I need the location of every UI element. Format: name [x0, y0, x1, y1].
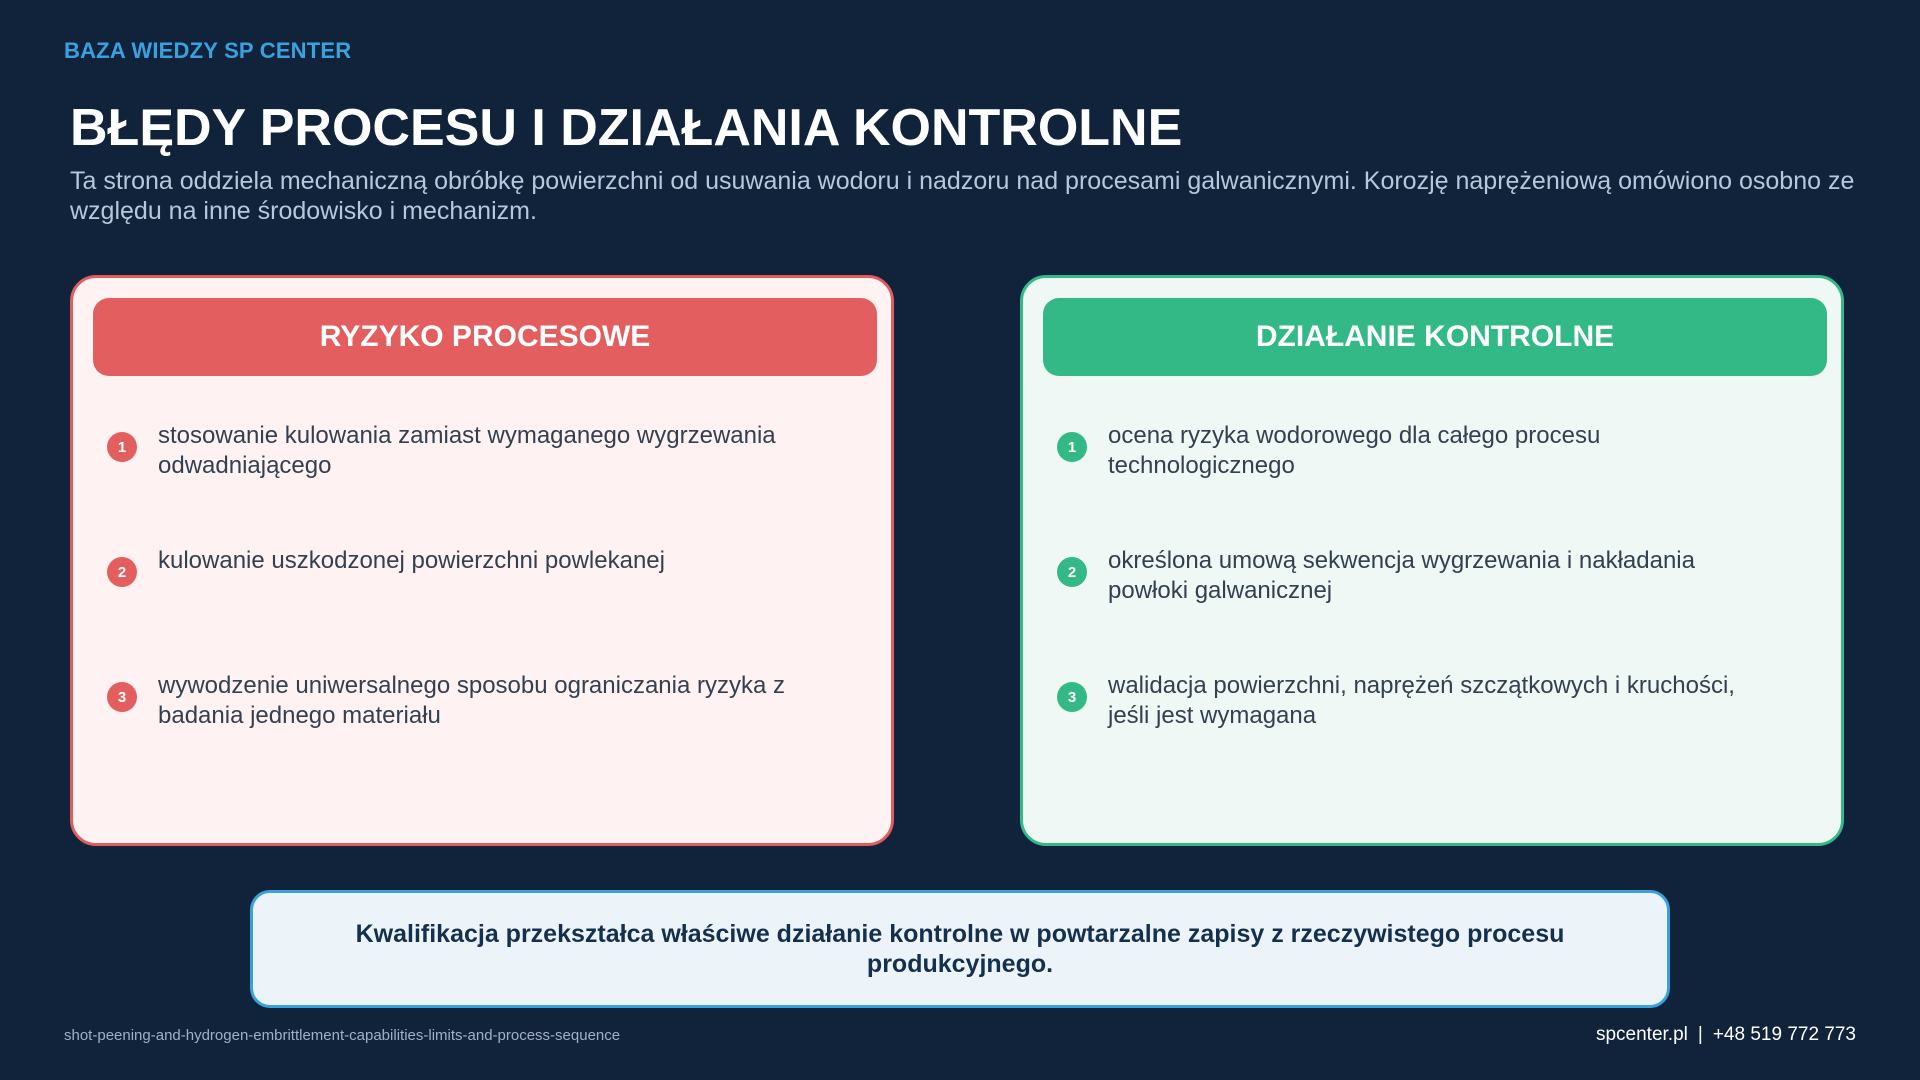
number-badge: 2: [1057, 557, 1087, 587]
brand-label: BAZA WIEDZY SP CENTER: [64, 38, 352, 63]
number-badge: 1: [1057, 432, 1087, 462]
summary-box: [250, 890, 1670, 1008]
summary-text: Kwalifikacja przekształca właściwe działanie kontrolne w powtarzalne zapisy z rzeczywistego procesu produkcyjnego.: [355, 920, 1565, 978]
risk-item: [107, 421, 807, 481]
number-badge: 2: [107, 557, 137, 587]
phone-number[interactable]: +48 519 772 773: [1712, 1024, 1856, 1045]
risk-item-text: wywodzenie uniwersalnego sposobu ograniczania ryzyka z badania jednego materiału: [158, 672, 786, 729]
risk-item-text: kulowanie uszkodzonej powierzchni powlekanej: [158, 547, 665, 574]
number-badge: 1: [107, 432, 137, 462]
risk-card: [70, 275, 894, 846]
control-card: [1020, 275, 1844, 846]
control-item: [1057, 671, 1757, 731]
page-subtitle: Ta strona oddziela mechaniczną obróbkę powierzchni od usuwania wodoru i nadzoru nad procesami galwanicznymi. Korozję naprężeniową omówiono osobno ze względu na inne środowisko i mechanizm.: [70, 167, 1855, 225]
footer-contact: [1596, 1024, 1856, 1046]
page-title: BŁĘDY PROCESU I DZIAŁANIA KONTROLNE: [70, 99, 1183, 157]
control-item-text: ocena ryzyka wodorowego dla całego procesu technologicznego: [1108, 422, 1601, 479]
risk-item: [107, 546, 807, 587]
number-badge: 3: [107, 682, 137, 712]
control-item-text: określona umową sekwencja wygrzewania i nakładania powłoki galwanicznej: [1108, 547, 1695, 604]
website-link[interactable]: spcenter.pl: [1595, 1024, 1688, 1045]
footer-slug: shot-peening-and-hydrogen-embrittlement-capabilities-limits-and-process-sequence: [64, 1027, 621, 1044]
control-card-header: DZIAŁANIE KONTROLNE: [1043, 298, 1827, 376]
control-item-text: walidacja powierzchni, naprężeń szczątkowych i kruchości, jeśli jest wymagana: [1108, 672, 1735, 729]
control-item: [1057, 421, 1757, 481]
risk-item-text: stosowanie kulowania zamiast wymaganego wygrzewania odwadniającego: [158, 422, 776, 479]
control-item: [1057, 546, 1757, 606]
risk-item: [107, 671, 807, 731]
risk-card-header: RYZYKO PROCESOWE: [93, 298, 877, 376]
number-badge: 3: [1057, 682, 1087, 712]
footer-separator: |: [1697, 1024, 1703, 1045]
